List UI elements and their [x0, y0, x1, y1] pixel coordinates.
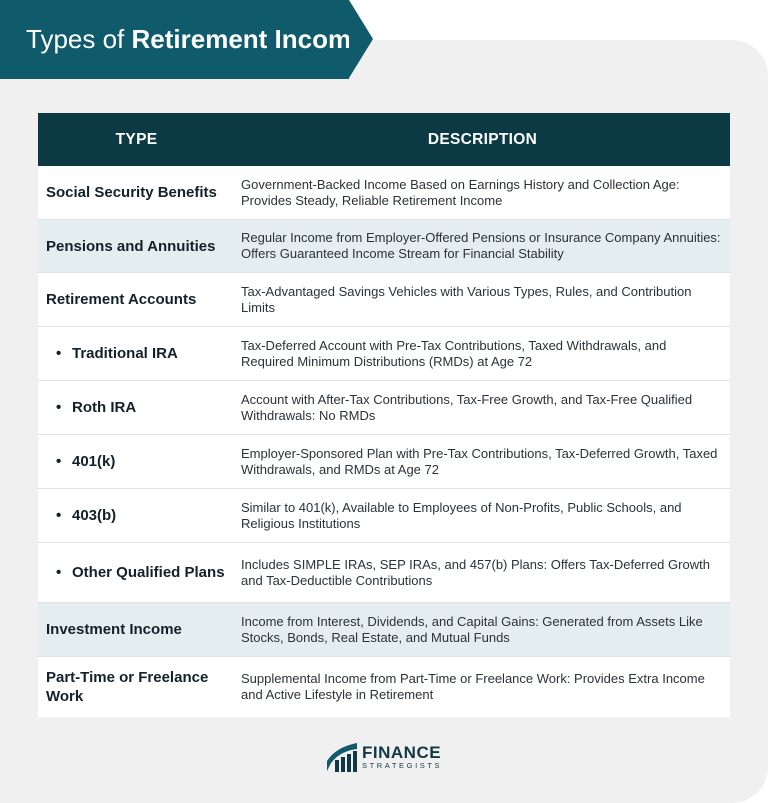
page-title: [26, 24, 366, 55]
header-description: DESCRIPTION: [427, 130, 538, 148]
row-type: [38, 398, 241, 417]
row-type-label: Traditional IRA: [72, 345, 178, 362]
row-description: Employer-Sponsored Plan with Pre-Tax Contributions, Tax-Deferred Growth, Taxed Withdrawals, and RMDs at Age 72: [241, 445, 718, 477]
bullet-icon: •: [56, 564, 62, 581]
title-banner: [0, 0, 373, 79]
finance-strategists-logo: [326, 741, 442, 773]
row-description: Supplemental Income from Part-Time or Freelance Work: Provides Extra Income and Active Lifestyle in Retirement: [241, 671, 705, 702]
bullet-icon: •: [56, 453, 62, 470]
row-type-label: Roth IRA: [72, 399, 137, 416]
row-type: Investment Income: [46, 621, 182, 638]
row-description: Tax-Advantaged Savings Vehicles with Various Types, Rules, and Contribution Limits: [241, 283, 692, 315]
row-description: Includes SIMPLE IRAs, SEP IRAs, and 457(b) Plans: Offers Tax-Deferred Growth and Tax-Deductible Contributions: [241, 556, 710, 588]
logo-icon: [326, 741, 358, 773]
table-row: [38, 435, 730, 489]
page-title-light: Types of: [26, 24, 132, 54]
table-row: [38, 166, 730, 220]
row-type-label: 403(b): [72, 507, 117, 524]
row-type: [38, 563, 241, 582]
table-row: [38, 603, 730, 657]
bullet-icon: •: [56, 399, 62, 416]
logo-line2: STRATEGISTS: [362, 761, 443, 771]
table-row: [38, 273, 730, 327]
row-type-label: 401(k): [72, 453, 116, 470]
logo-line1: FINANCE: [362, 743, 442, 763]
table-row: [38, 543, 730, 603]
row-description: Income from Interest, Dividends, and Capital Gains: Generated from Assets Like Stocks, Bonds, Real Estate, and Mutual Funds: [241, 613, 703, 645]
row-description: Regular Income from Employer-Offered Pensions or Insurance Company Annuities: Offers Guaranteed Income Stream for Financial Stability: [241, 230, 721, 261]
table-row: [38, 220, 730, 273]
row-description: Account with After-Tax Contributions, Tax-Free Growth, and Tax-Free Qualified Withdrawals: No RMDs: [241, 391, 693, 423]
title-arrow-shape: [349, 0, 373, 78]
page-title-bold: Retirement Income: [131, 24, 366, 54]
row-type: Retirement Accounts: [46, 291, 197, 308]
table-row: [38, 489, 730, 543]
bullet-icon: •: [56, 345, 62, 362]
row-type-label: Other Qualified Plans: [72, 564, 225, 581]
row-type: [38, 452, 241, 471]
bullet-icon: •: [56, 507, 62, 524]
retirement-income-table: [38, 113, 730, 717]
table-row: [38, 381, 730, 435]
row-description: Similar to 401(k), Available to Employees of Non-Profits, Public Schools, and Religious Institutions: [241, 499, 682, 531]
header-type: TYPE: [115, 130, 158, 148]
table-row: [38, 657, 730, 717]
logo-wordmark: [362, 744, 442, 770]
table-header: [38, 113, 730, 166]
row-description: Tax-Deferred Account with Pre-Tax Contributions, Taxed Withdrawals, and Required Minimum Distributions (RMDs) at Age 72: [241, 337, 667, 369]
row-description: Government-Backed Income Based on Earnings History and Collection Age: Provides Steady, Reliable Retirement Income: [241, 176, 680, 208]
row-type: [38, 344, 241, 363]
row-type: Part-Time or Freelance Work: [46, 669, 209, 705]
row-type: [38, 506, 241, 525]
row-type: Pensions and Annuities: [46, 237, 216, 255]
title-banner-body: [0, 0, 366, 79]
table-row: [38, 327, 730, 381]
row-type: Social Security Benefits: [46, 184, 217, 201]
